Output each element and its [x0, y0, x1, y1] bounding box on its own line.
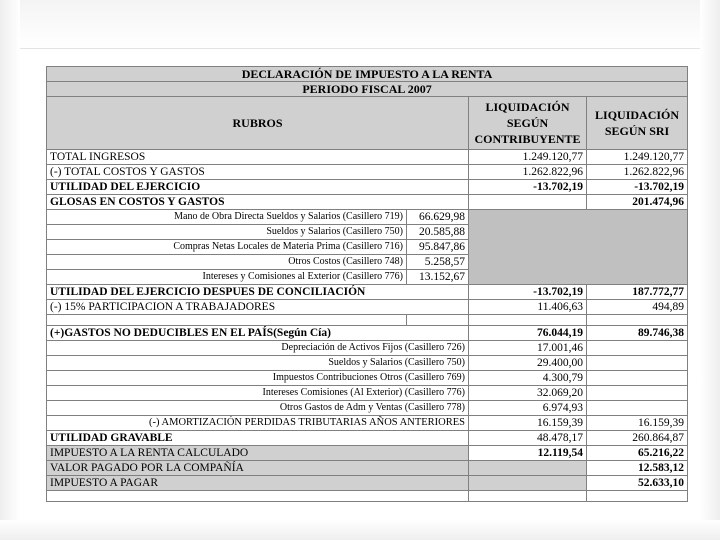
table-row — [47, 356, 688, 371]
spacer-cell — [47, 315, 407, 326]
table-title: DECLARACIÓN DE IMPUESTO A LA RENTA — [47, 67, 688, 82]
table-row — [47, 446, 688, 461]
contrib-value-empty — [469, 461, 587, 476]
sri-value: 187.772,77 — [587, 285, 688, 300]
table-row — [47, 386, 688, 401]
row-label: GLOSAS EN COSTOS Y GASTOS — [47, 195, 469, 210]
table-row — [47, 195, 688, 210]
row-label: (-) AMORTIZACIÓN PERDIDAS TRIBUTARIAS AÑOS ANTERIORES — [47, 416, 469, 431]
contrib-value: 17.001,46 — [469, 341, 587, 356]
table-subtitle: PERIODO FISCAL 2007 — [47, 82, 688, 97]
sri-value-empty — [587, 401, 688, 416]
sub-item-value: 95.847,86 — [407, 240, 469, 255]
header-row — [47, 97, 688, 150]
spacer-row — [47, 315, 688, 326]
sub-item-label: Sueldos y Salarios (Casillero 750) — [47, 356, 469, 371]
table-row — [47, 326, 688, 341]
contrib-value: 11.406,63 — [469, 300, 587, 315]
sri-value: 494,89 — [587, 300, 688, 315]
spacer-cell — [469, 491, 587, 502]
table-row — [47, 210, 688, 225]
row-label: VALOR PAGADO POR LA COMPAÑÍA — [47, 461, 469, 476]
sri-value-empty — [587, 371, 688, 386]
spacer-cell — [587, 491, 688, 502]
contrib-value: 4.300,79 — [469, 371, 587, 386]
sri-value-empty — [587, 386, 688, 401]
row-label: UTILIDAD DEL EJERCICIO DESPUES DE CONCILIACIÓN — [47, 285, 469, 300]
row-label: IMPUESTO A PAGAR — [47, 476, 469, 491]
sri-value: 89.746,38 — [587, 326, 688, 341]
spacer-cell — [407, 315, 469, 326]
table-row — [47, 165, 688, 180]
table-row — [47, 371, 688, 386]
sri-header: LIQUIDACIÓN SEGÚN SRI — [587, 97, 688, 150]
sri-value: 16.159,39 — [587, 416, 688, 431]
sri-value: 12.583,12 — [587, 461, 688, 476]
contrib-value: 12.119,54 — [469, 446, 587, 461]
sub-item-value: 66.629,98 — [407, 210, 469, 225]
spacer-cell — [587, 315, 688, 326]
spacer-cell — [47, 491, 469, 502]
sub-item-label: Impuestos Contribuciones Otros (Casillero 769) — [47, 371, 469, 386]
table-row — [47, 401, 688, 416]
spacer-row — [47, 491, 688, 502]
contrib-value: 1.262.822,96 — [469, 165, 587, 180]
shaded-block — [469, 210, 688, 285]
contrib-value: 32.069,20 — [469, 386, 587, 401]
table-row — [47, 431, 688, 446]
table-row — [47, 300, 688, 315]
sri-value: 1.262.822,96 — [587, 165, 688, 180]
slide-bottom-band — [0, 520, 720, 540]
sri-value: -13.702,19 — [587, 180, 688, 195]
contrib-value: 76.044,19 — [469, 326, 587, 341]
sub-item-label: Otros Costos (Casillero 748) — [47, 255, 407, 270]
tax-declaration-table-wrap — [46, 66, 687, 502]
row-label: (-) 15% PARTICIPACION A TRABAJADORES — [47, 300, 469, 315]
slide-right-band — [700, 0, 720, 540]
title-row — [47, 67, 688, 82]
sub-item-label: Mano de Obra Directa Sueldos y Salarios (Casillero 719) — [47, 210, 407, 225]
sub-item-label: Depreciación de Activos Fijos (Casillero 726) — [47, 341, 469, 356]
rubros-header: RUBROS — [47, 97, 469, 150]
spacer-cell — [469, 315, 587, 326]
table-row — [47, 416, 688, 431]
table-row — [47, 285, 688, 300]
sub-item-label: Sueldos y Salarios (Casillero 750) — [47, 225, 407, 240]
sri-value-empty — [587, 341, 688, 356]
contrib-value: 1.249.120,77 — [469, 150, 587, 165]
contrib-value: 29.400,00 — [469, 356, 587, 371]
sub-item-value: 20.585,88 — [407, 225, 469, 240]
sub-item-label: Compras Netas Locales de Materia Prima (Casillero 716) — [47, 240, 407, 255]
sub-item-value: 5.258,57 — [407, 255, 469, 270]
contrib-value: -13.702,19 — [469, 285, 587, 300]
sri-value: 260.864,87 — [587, 431, 688, 446]
contrib-value: 48.478,17 — [469, 431, 587, 446]
subtitle-row — [47, 82, 688, 97]
tax-declaration-table — [46, 66, 688, 502]
table-row — [47, 150, 688, 165]
sri-value: 201.474,96 — [587, 195, 688, 210]
sub-item-label: Otros Gastos de Adm y Ventas (Casillero 778) — [47, 401, 469, 416]
slide-left-band — [0, 0, 20, 540]
contribuyente-header: LIQUIDACIÓN SEGÚN CONTRIBUYENTE — [469, 97, 587, 150]
contrib-value-empty — [469, 476, 587, 491]
table-row — [47, 180, 688, 195]
row-label: UTILIDAD DEL EJERCICIO — [47, 180, 469, 195]
row-label: (+)GASTOS NO DEDUCIBLES EN EL PAÍS(Según Cía) — [47, 326, 469, 341]
row-label: IMPUESTO A LA RENTA CALCULADO — [47, 446, 469, 461]
row-label: (-) TOTAL COSTOS Y GASTOS — [47, 165, 469, 180]
sri-value-empty — [587, 356, 688, 371]
contrib-value: 6.974,93 — [469, 401, 587, 416]
contrib-value: -13.702,19 — [469, 180, 587, 195]
sri-value: 52.633,10 — [587, 476, 688, 491]
sub-item-value: 13.152,67 — [407, 270, 469, 285]
sub-item-label: Intereses Comisiones (Al Exterior) (Casillero 776) — [47, 386, 469, 401]
sri-value: 1.249.120,77 — [587, 150, 688, 165]
slide-top-band — [0, 0, 720, 49]
table-row — [47, 461, 688, 476]
table-row — [47, 476, 688, 491]
contrib-value: 16.159,39 — [469, 416, 587, 431]
sub-item-label: Intereses y Comisiones al Exterior (Casillero 776) — [47, 270, 407, 285]
table-row — [47, 341, 688, 356]
row-label: UTILIDAD GRAVABLE — [47, 431, 469, 446]
row-label: TOTAL INGRESOS — [47, 150, 469, 165]
contrib-value-empty — [469, 195, 587, 210]
sri-value: 65.216,22 — [587, 446, 688, 461]
